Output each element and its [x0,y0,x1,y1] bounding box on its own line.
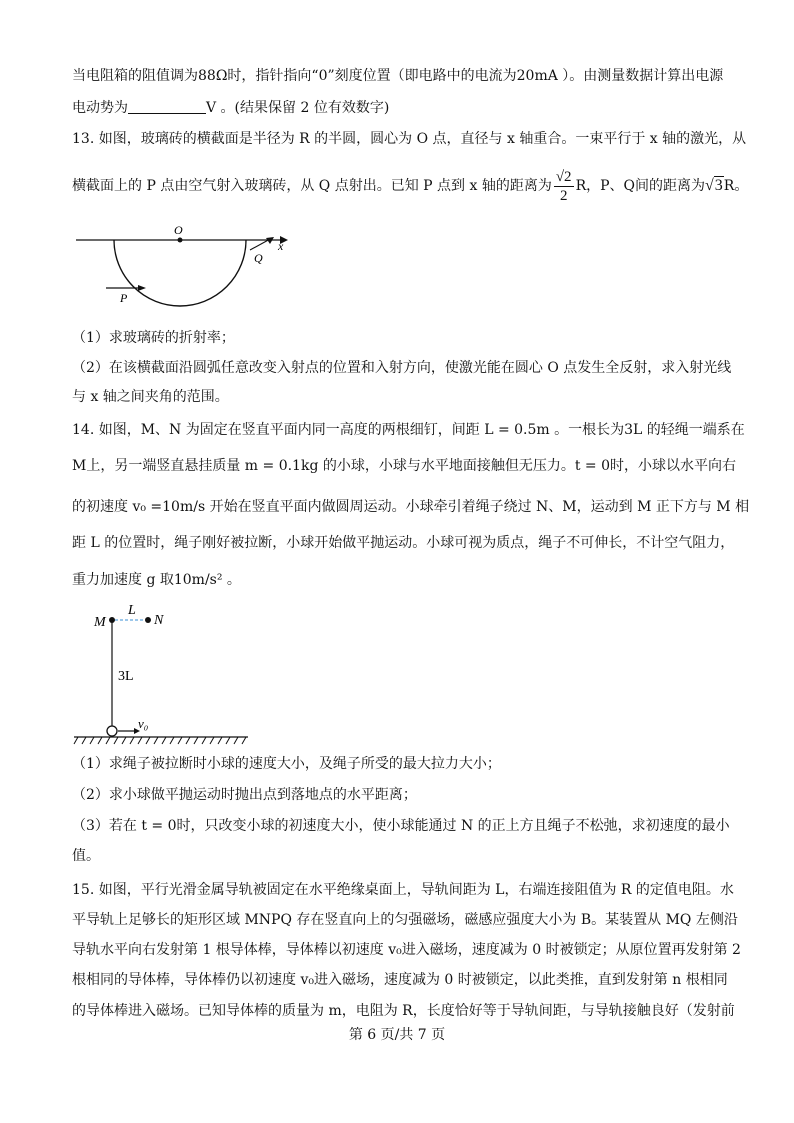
label-l: L [128,603,136,618]
q13-sub1: （1）求玻璃砖的折射率； [72,330,235,346]
semicircle-arc [114,240,246,306]
q14-line-1: 14. 如图，M、N 为固定在竖直平面内同一高度的两根细钉，间距 L = 0.5m 。一根长为3L 的轻绳一端系在 [72,422,745,438]
label-o: O [174,223,183,237]
q15-line-2: 平导轨上足够长的矩形区域 MNPQ 存在竖直向上的匀强磁场，磁感应强度大小为 B。某装置从 MQ 左侧沿 [72,912,738,928]
q14-figure [72,600,272,750]
answer-blank [128,99,206,114]
center-point-o [178,238,183,243]
page-footer: 第 6 页/共 7 页 [348,1027,446,1043]
q13-line-2-c: R。 [723,178,749,194]
q13-sub2-line-1: （2）在该横截面沿圆弧任意改变入射点的位置和入射方向，使激光能在圆心 O 点发生全反射，求入射光线 [72,360,732,376]
fraction-sqrt2-over-2 [554,168,574,205]
q12-line-2-prefix: 电动势为 [72,100,128,116]
label-3l: 3L [118,669,134,684]
label-x: x [278,239,284,253]
q14-line-3: 的初速度 v₀ =10m/s 开始在竖直平面内做圆周运动。小球牵引着绳子绕过 N、M，运动到 M 正下方与 M 相 [72,499,750,515]
sqrt-3: √3 [705,177,723,194]
q15-line-4: 根相同的导体棒，导体棒仍以初速度 v₀进入磁场，速度减为 0 时被锁定，以此类推，直到发射第 n 根相同 [72,972,728,988]
q14-line-5: 重力加速度 g 取10m/s² 。 [72,572,241,588]
nail-n [145,617,151,623]
q13-line-1: 13. 如图，玻璃砖的横截面是半径为 R 的半圆，圆心为 O 点，直径与 x 轴重合。一束平行于 x 轴的激光，从 [72,131,747,147]
q15-line-1: 15. 如图，平行光滑金属导轨被固定在水平绝缘桌面上，导轨间距为 L，右端连接阻值为 R 的定值电阻。水 [72,882,734,898]
fraction-denominator: 2 [559,187,568,204]
ball [107,726,117,736]
q14-line-2: M上，另一端竖直悬挂质量 m = 0.1kg 的小球，小球与水平地面接触但无压力。t = 0时，小球以水平向右 [72,458,737,474]
q14-sub3-line-1: （3）若在 t = 0时，只改变小球的初速度大小，使小球能通过 N 的正上方且绳子不松弛，求初速度的最小 [72,818,730,834]
label-p: P [120,291,128,305]
q13-line-2-a: 横截面上的 P 点由空气射入玻璃砖，从 Q 点射出。已知 P 点到 x 轴的距离为 [72,178,552,194]
fraction-numerator: √2 [555,168,572,185]
q13-line-2 [72,166,749,206]
q14-sub1: （1）求绳子被拉断时小球的速度大小，及绳子所受的最大拉力大小； [72,756,501,772]
q12-line-1: 当电阻箱的阻值调为88Ω时，指针指向“0”刻度位置（即电路中的电流为20mA ）。由测量数据计算出电源 [72,68,724,84]
sqrt-radicand: 3 [714,177,723,194]
q15-line-5: 的导体棒进入磁场。已知导体棒的质量为 m，电阻为 R，长度恰好等于导轨间距，与导轨接触良好（发射前 [72,1003,735,1019]
ground-hatching [74,737,246,744]
q15-line-3: 导轨水平向右发射第 1 根导体棒，导体棒以初速度 v₀进入磁场，速度减为 0 时被锁定；从原位置再发射第 2 [72,942,741,958]
label-q: Q [254,251,263,265]
label-n: N [154,613,164,628]
q14-sub3-line-2: 值。 [72,848,100,864]
q14-sub2: （2）求小球做平抛运动时抛出点到落地点的水平距离； [72,787,417,803]
q12-line-2-suffix: V 。(结果保留 2 位有效数字) [206,100,390,116]
q13-figure [74,220,294,310]
q13-sub2-line-2: 与 x 轴之间夹角的范围。 [72,389,229,405]
label-v0: v₀ [138,716,149,731]
q12-line-2 [72,98,732,118]
incident-ray-arrow [138,285,146,291]
q14-line-4: 距 L 的位置时，绳子刚好被拉断，小球开始做平抛运动。小球可视为质点，绳子不可伸长，不计空气阻力， [72,535,735,551]
q13-line-2-b: R，P、Q间的距离为 [575,178,706,194]
label-m: M [94,615,106,630]
